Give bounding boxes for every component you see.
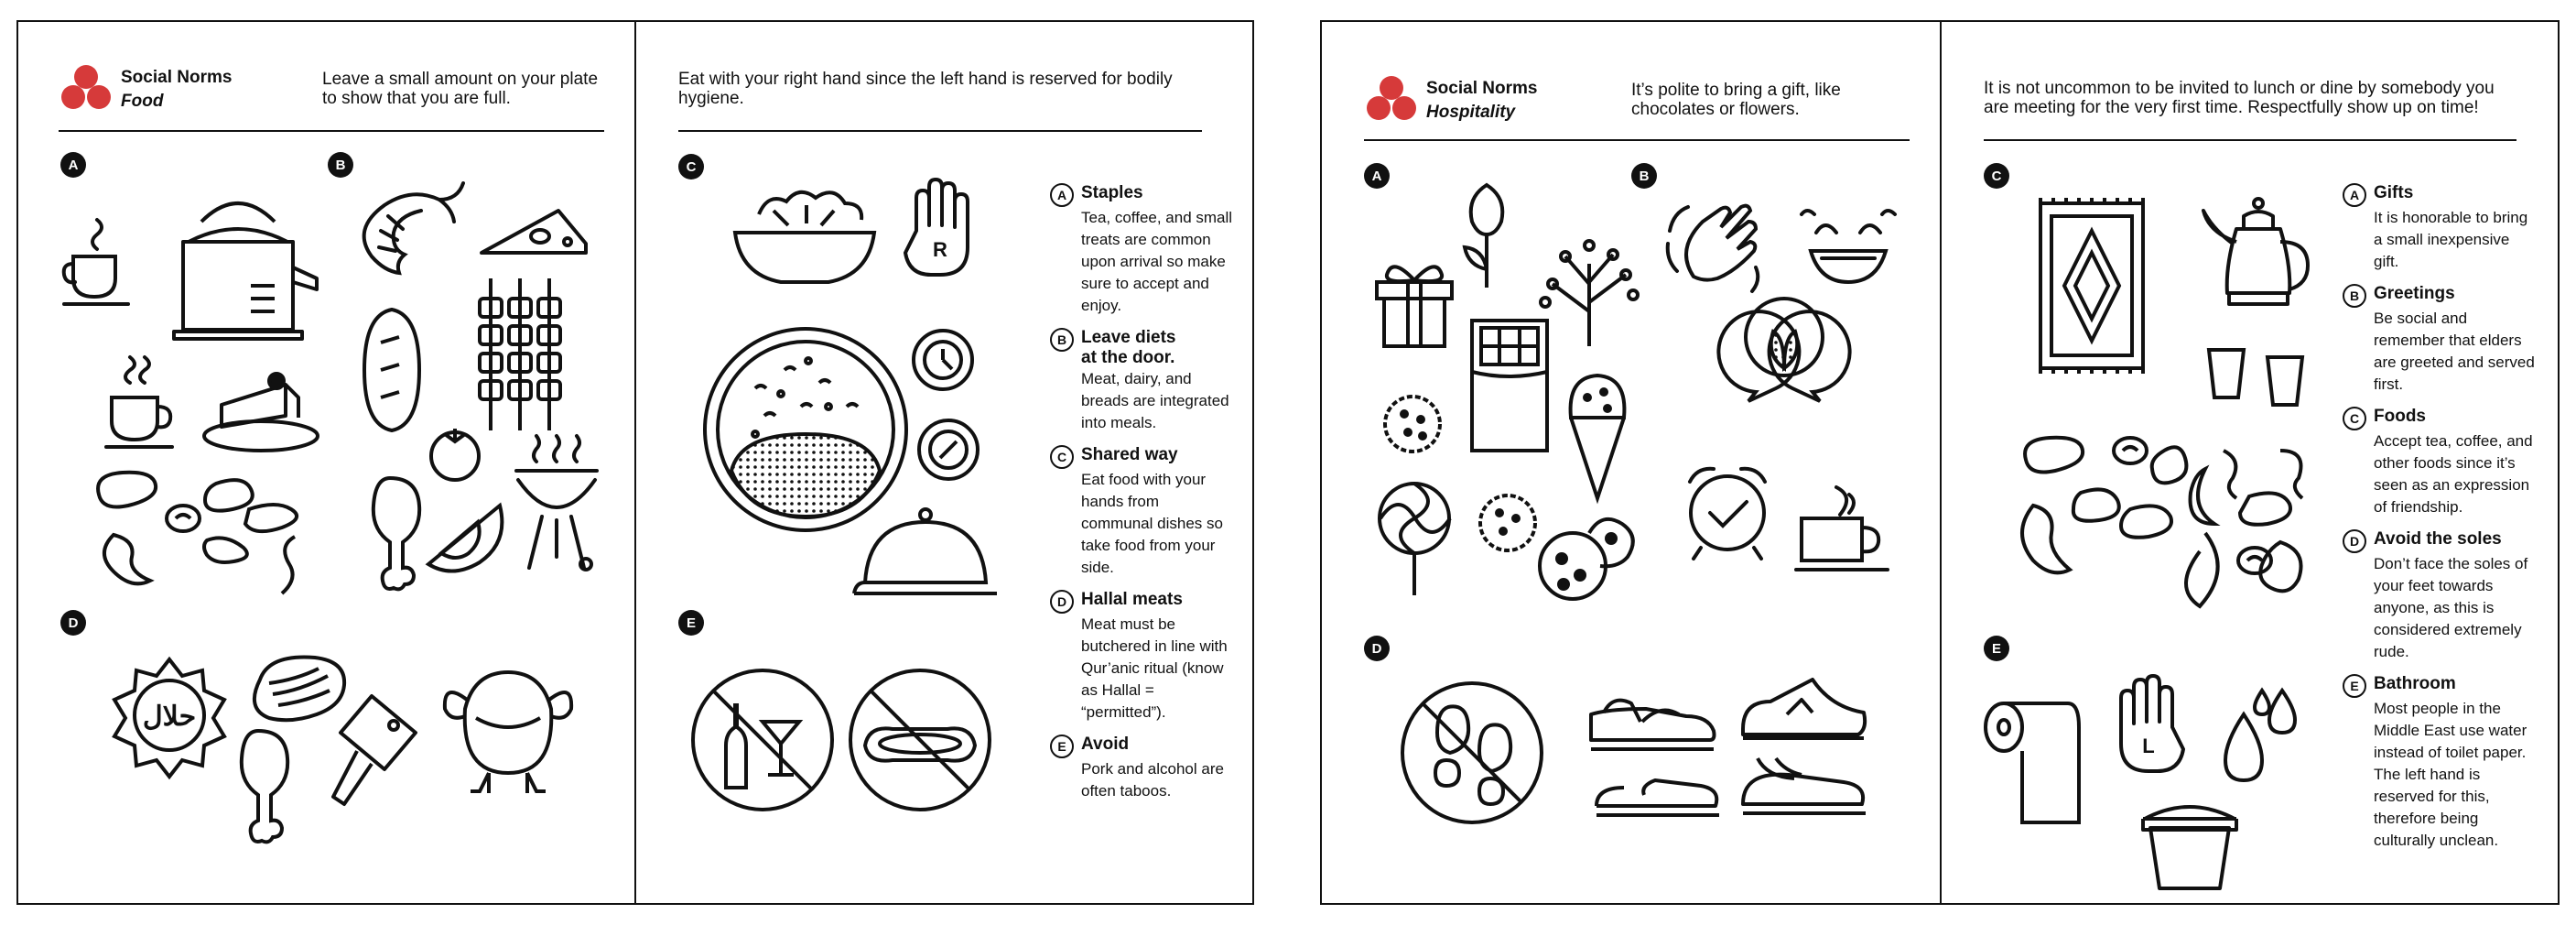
- water-drops-icon: [2216, 687, 2308, 788]
- ice-cream-icon: [1565, 372, 1629, 500]
- marker-d: D: [60, 610, 86, 636]
- biscuit-icon: [1476, 491, 1540, 555]
- left-hand-icon: [2112, 676, 2185, 777]
- toilet-paper-icon: [1982, 700, 2083, 828]
- right-hand-icon: [904, 180, 977, 280]
- legend-marker: A: [1050, 183, 1074, 207]
- legend-body: Meat must be butchered in line with Qur’anic ritual (know as Hallal = “permitted”).: [1081, 615, 1228, 721]
- legend-title: Foods: [2374, 407, 2426, 426]
- marker-c: C: [678, 154, 704, 180]
- marker-c: C: [1984, 163, 2009, 189]
- chicken-leg-icon: [222, 727, 295, 846]
- round-dish-icon: [916, 418, 980, 482]
- header-rule: [1364, 139, 1910, 141]
- tea-cup-icon: [60, 211, 134, 311]
- no-alcohol-icon: [689, 667, 836, 813]
- sneaker-icon: [1739, 674, 1867, 747]
- coffee-mug-icon: [1794, 482, 1895, 582]
- legend-body: Eat food with your hands from communal dishes so take food from your side.: [1081, 471, 1223, 576]
- nuts-icon: [88, 467, 326, 604]
- legend-marker: E: [2343, 674, 2366, 698]
- marker-d: D: [1364, 636, 1390, 661]
- section-title: Social Norms: [121, 68, 233, 87]
- legend-title: Leave diets at the door.: [1081, 328, 1176, 367]
- legend-marker: A: [2343, 183, 2366, 207]
- header-rule: [59, 130, 604, 132]
- gift-box-icon: [1373, 258, 1456, 350]
- legend-marker: C: [1050, 445, 1074, 469]
- cheese-icon: [476, 201, 595, 266]
- grill-icon: [511, 434, 602, 571]
- salad-bowl-icon: [731, 187, 878, 288]
- berry-branch-icon: [1534, 238, 1644, 348]
- page-hospitality-right: [1942, 22, 2560, 903]
- marker-b: B: [328, 152, 353, 178]
- legend-body: Accept tea, coffee, and other foods since it’s seen as an expression of friendship.: [2374, 432, 2533, 516]
- legend-body: Meat, dairy, and breads are integrated into meals.: [1081, 370, 1229, 431]
- nuts-icon: [2015, 432, 2317, 615]
- legend-title: Staples: [1081, 183, 1143, 202]
- legend-title: Greetings: [2374, 284, 2455, 303]
- legend-item: [1050, 445, 1233, 579]
- slipper-icon: [1593, 769, 1721, 824]
- legend-body: Pork and alcohol are often taboos.: [1081, 760, 1224, 800]
- roast-chicken-icon: [439, 663, 577, 800]
- social-norms-logo: [1364, 73, 1419, 125]
- flip-flop-icon: [1739, 751, 1867, 824]
- teapot-icon: [2200, 196, 2319, 333]
- legend: [2343, 183, 2535, 863]
- legend-item: [1050, 183, 1233, 317]
- legend-body: It is honorable to bring a small inexpensive gift.: [2374, 209, 2528, 270]
- no-pork-icon: [847, 667, 993, 813]
- lemon-slice-icon: [423, 498, 505, 571]
- marker-b: B: [1631, 163, 1657, 189]
- legend-item: [1050, 328, 1233, 434]
- rice-platter-icon: [700, 324, 911, 535]
- shrimp-icon: [348, 180, 467, 280]
- legend-item: [2343, 674, 2535, 852]
- legend-item: [2343, 183, 2535, 273]
- social-norms-logo: [59, 62, 114, 114]
- section-subtitle: Food: [121, 92, 164, 111]
- legend-body: Tea, coffee, and small treats are common upon arrival so make sure to accept and enjoy.: [1081, 209, 1233, 314]
- halal-seal-icon: [110, 656, 229, 775]
- marker-e: E: [1984, 636, 2009, 661]
- tea-glass-icon: [2262, 354, 2308, 408]
- spread-food: [16, 20, 1254, 905]
- intro-text: It’s polite to bring a gift, like chocolates or flowers.: [1631, 81, 1841, 119]
- legend-item: [1050, 590, 1233, 724]
- legend-body: Most people in the Middle East use water instead of toilet paper. The left hand is reserved for this, therefore being culturally unclean.: [2374, 700, 2527, 849]
- clock-dish-icon: [911, 328, 975, 392]
- marker-e: E: [678, 610, 704, 636]
- bread-icon: [359, 306, 423, 434]
- legend-title: Avoid: [1081, 735, 1130, 754]
- legend: [1050, 183, 1233, 813]
- intro-text: It is not uncommon to be invited to lunch or dine by somebody you are meeting for the very first time. Respectfully show up on time!: [1984, 79, 2495, 117]
- cloche-icon: [852, 506, 999, 606]
- legend-marker: D: [2343, 529, 2366, 553]
- cookie-icon: [1380, 392, 1445, 456]
- cleaver-icon: [330, 691, 421, 810]
- legend-marker: D: [1050, 590, 1074, 614]
- legend-title: Shared way: [1081, 445, 1178, 464]
- legend-item: [2343, 407, 2535, 518]
- kebab-icon: [474, 277, 566, 432]
- legend-marker: B: [2343, 284, 2366, 308]
- no-soles-icon: [1399, 680, 1545, 826]
- legend-item: [2343, 284, 2535, 396]
- legend-title: Gifts: [2374, 183, 2414, 202]
- svg-text:حلال: حلال: [142, 702, 197, 732]
- bitten-cookie-icon: [1534, 507, 1635, 608]
- page-hospitality-left: [1322, 22, 1940, 903]
- speech-bubbles-icon: [1706, 295, 1862, 414]
- legend-body: Don’t face the soles of your feet towards anyone, as this is considered extremely rude.: [2374, 555, 2528, 660]
- lollipop-icon: [1373, 480, 1456, 599]
- flower-icon: [1459, 181, 1514, 291]
- legend-marker: C: [2343, 407, 2366, 430]
- page-food-left: [18, 22, 634, 903]
- spread-hospitality: [1320, 20, 2560, 905]
- legend-body: Be social and remember that elders are greeted and served first.: [2374, 310, 2535, 393]
- legend-item: [1050, 735, 1233, 802]
- header-rule: [1984, 139, 2516, 141]
- legend-item: [2343, 529, 2535, 663]
- legend-title: Bathroom: [2374, 674, 2456, 693]
- chicken-leg-icon: [353, 474, 427, 593]
- prayer-rug-icon: [2028, 194, 2156, 377]
- tomato-icon: [423, 419, 487, 484]
- section-title: Social Norms: [1426, 79, 1538, 98]
- marker-a: A: [1364, 163, 1390, 189]
- alarm-clock-icon: [1677, 460, 1778, 560]
- legend-title: Hallal meats: [1081, 590, 1183, 609]
- intro-text: Eat with your right hand since the left hand is reserved for bodily hygiene.: [678, 70, 1173, 108]
- legend-title: Avoid the soles: [2374, 529, 2502, 549]
- cake-slice-icon: [201, 363, 320, 454]
- bucket-icon: [2139, 800, 2240, 892]
- marker-a: A: [60, 152, 86, 178]
- clapping-hand-icon: [1666, 203, 1767, 295]
- kettle-icon: [156, 185, 320, 341]
- legend-marker: E: [1050, 735, 1074, 758]
- section-subtitle: Hospitality: [1426, 103, 1516, 122]
- tea-glass-icon: [2203, 346, 2249, 401]
- sandal-icon: [1587, 685, 1716, 758]
- laughing-face-icon: [1798, 205, 1899, 288]
- coffee-cup-icon: [103, 352, 185, 452]
- legend-marker: B: [1050, 328, 1074, 352]
- header-rule: [678, 130, 1202, 132]
- page-food-right: [636, 22, 1254, 903]
- intro-text: Leave a small amount on your plate to show that you are full.: [322, 70, 599, 108]
- svg-text:L: L: [2142, 735, 2155, 757]
- svg-text:R: R: [933, 238, 947, 261]
